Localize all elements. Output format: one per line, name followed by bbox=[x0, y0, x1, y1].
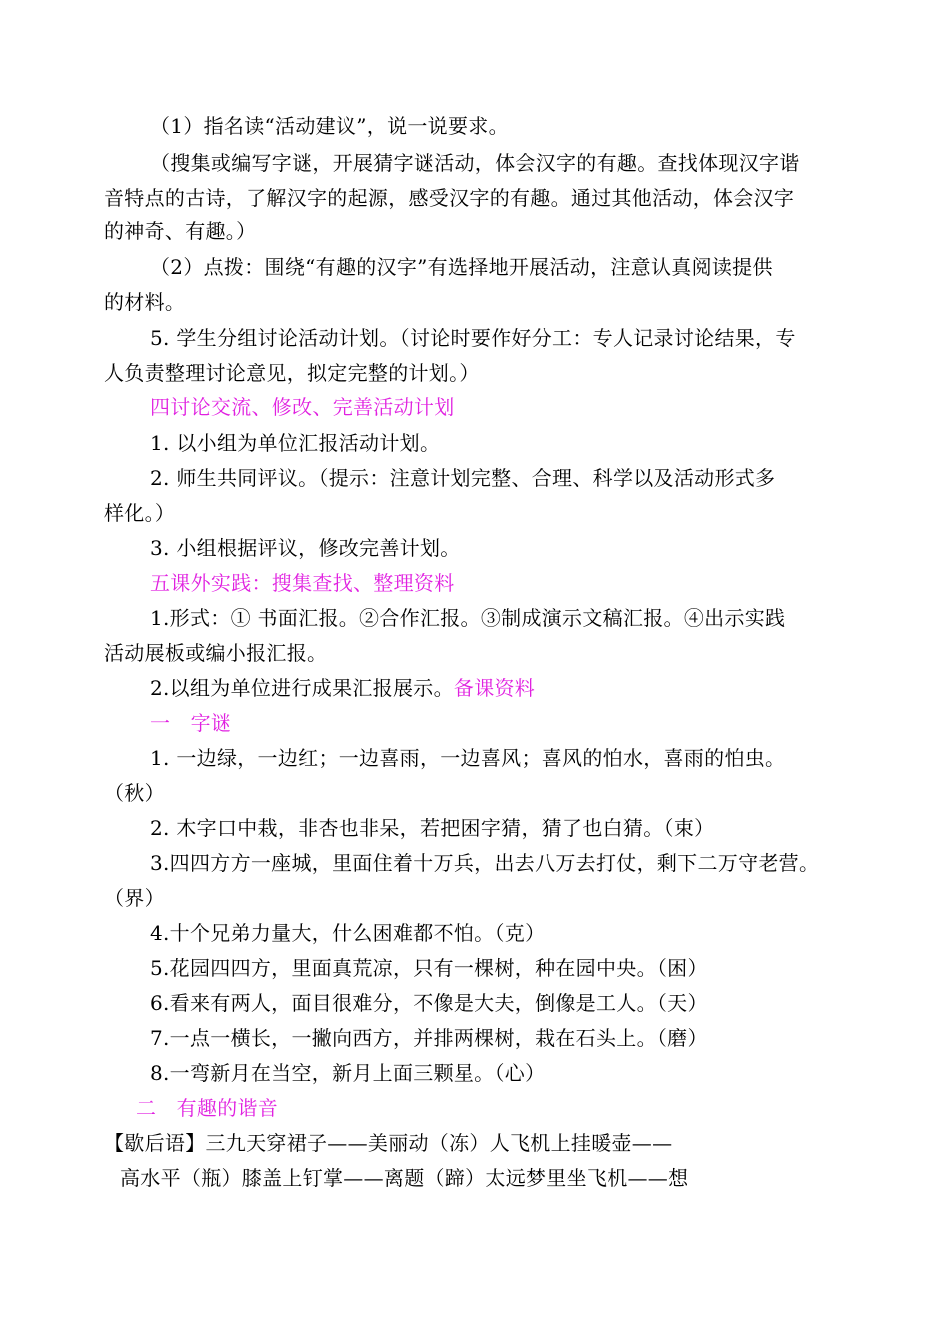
step-1-answer-line-2: 音特点的古诗，了解汉字的起源，感受汉字的有趣。通过其他活动，体会汉字 bbox=[104, 186, 795, 210]
riddle-3-answer: （界） bbox=[104, 886, 165, 910]
homophones-heading: 二 有趣的谐音 bbox=[136, 1096, 279, 1120]
step-2-text-line-1: （2）点拨：围绕“有趣的汉字”有选择地开展活动，注意认真阅读提供 bbox=[150, 255, 773, 279]
riddles-heading: 一 字谜 bbox=[150, 711, 232, 735]
item-5-line-1: 5. 学生分组讨论活动计划。（讨论时要作好分工：专人记录讨论结果，专 bbox=[150, 326, 796, 350]
section-4-item-1: 1. 以小组为单位汇报活动计划。 bbox=[150, 431, 441, 455]
riddle-1-answer: （秋） bbox=[104, 781, 165, 805]
riddle-4: 4.十个兄弟力量大，什么困难都不怕。（克） bbox=[150, 921, 546, 945]
item-5-line-2: 人负责整理讨论意见，拟定完整的计划。） bbox=[104, 361, 480, 385]
step-1-answer-line-3: 的神奇、有趣。） bbox=[104, 219, 257, 243]
riddle-7: 7.一点一横长，一撇向西方，并排两棵树，栽在石头上。（磨） bbox=[150, 1026, 708, 1050]
section-4-item-2-line-2: 样化。） bbox=[104, 501, 176, 525]
riddle-5: 5.花园四四方，里面真荒凉，只有一棵树，种在园中央。（困） bbox=[150, 956, 708, 980]
section-5-item-1-line-2: 活动展板或编小报汇报。 bbox=[104, 641, 328, 665]
section-4-item-3: 3. 小组根据评议，修改完善计划。 bbox=[150, 536, 461, 560]
section-4-heading: 四讨论交流、修改、完善活动计划 bbox=[150, 395, 455, 419]
section-4-item-2-line-1: 2. 师生共同评议。（提示：注意计划完整、合理、科学以及活动形式多 bbox=[150, 466, 776, 490]
step-1-answer-line-1: （搜集或编写字谜，开展猜字谜活动，体会汉字的有趣。查找体现汉字谐 bbox=[150, 151, 800, 175]
riddle-1-line-1: 1. 一边绿，一边红；一边喜雨，一边喜风；喜风的怕水，喜雨的怕虫。 bbox=[150, 746, 786, 770]
riddle-8: 8.一弯新月在当空，新月上面三颗星。（心） bbox=[150, 1061, 546, 1085]
section-5-heading: 五课外实践：搜集查找、整理资料 bbox=[150, 571, 455, 595]
section-5-item-1-line-1: 1.形式：① 书面汇报。②合作汇报。③制成演示文稿汇报。④出示实践 bbox=[150, 606, 786, 630]
step-1-text: （1）指名读“活动建议”，说一说要求。 bbox=[150, 114, 509, 138]
riddle-2: 2. 木字口中栽，非杏也非呆，若把困字猜，猜了也白猜。（束） bbox=[150, 816, 715, 840]
riddle-3-line-1: 3.四四方方一座城，里面住着十万兵，出去八万去打仗，剩下二万守老营。 bbox=[150, 851, 820, 875]
xiehouyu-line-1: 【歇后语】三九天穿裙子——美丽动（冻）人飞机上挂暖壶—— bbox=[104, 1131, 673, 1155]
step-2-text-line-2: 的材料。 bbox=[104, 290, 186, 314]
xiehouyu-line-2: 高水平（瓶）膝盖上钉掌——离题（蹄）太远梦里坐飞机——想 bbox=[120, 1166, 689, 1190]
section-5-item-2-text: 2.以组为单位进行成果汇报展示。 bbox=[150, 676, 454, 700]
prep-materials-label: 备课资料 bbox=[453, 676, 536, 700]
riddle-6: 6.看来有两人，面目很难分，不像是大夫，倒像是工人。（天） bbox=[150, 991, 708, 1015]
section-5-item-2 bbox=[150, 675, 535, 701]
